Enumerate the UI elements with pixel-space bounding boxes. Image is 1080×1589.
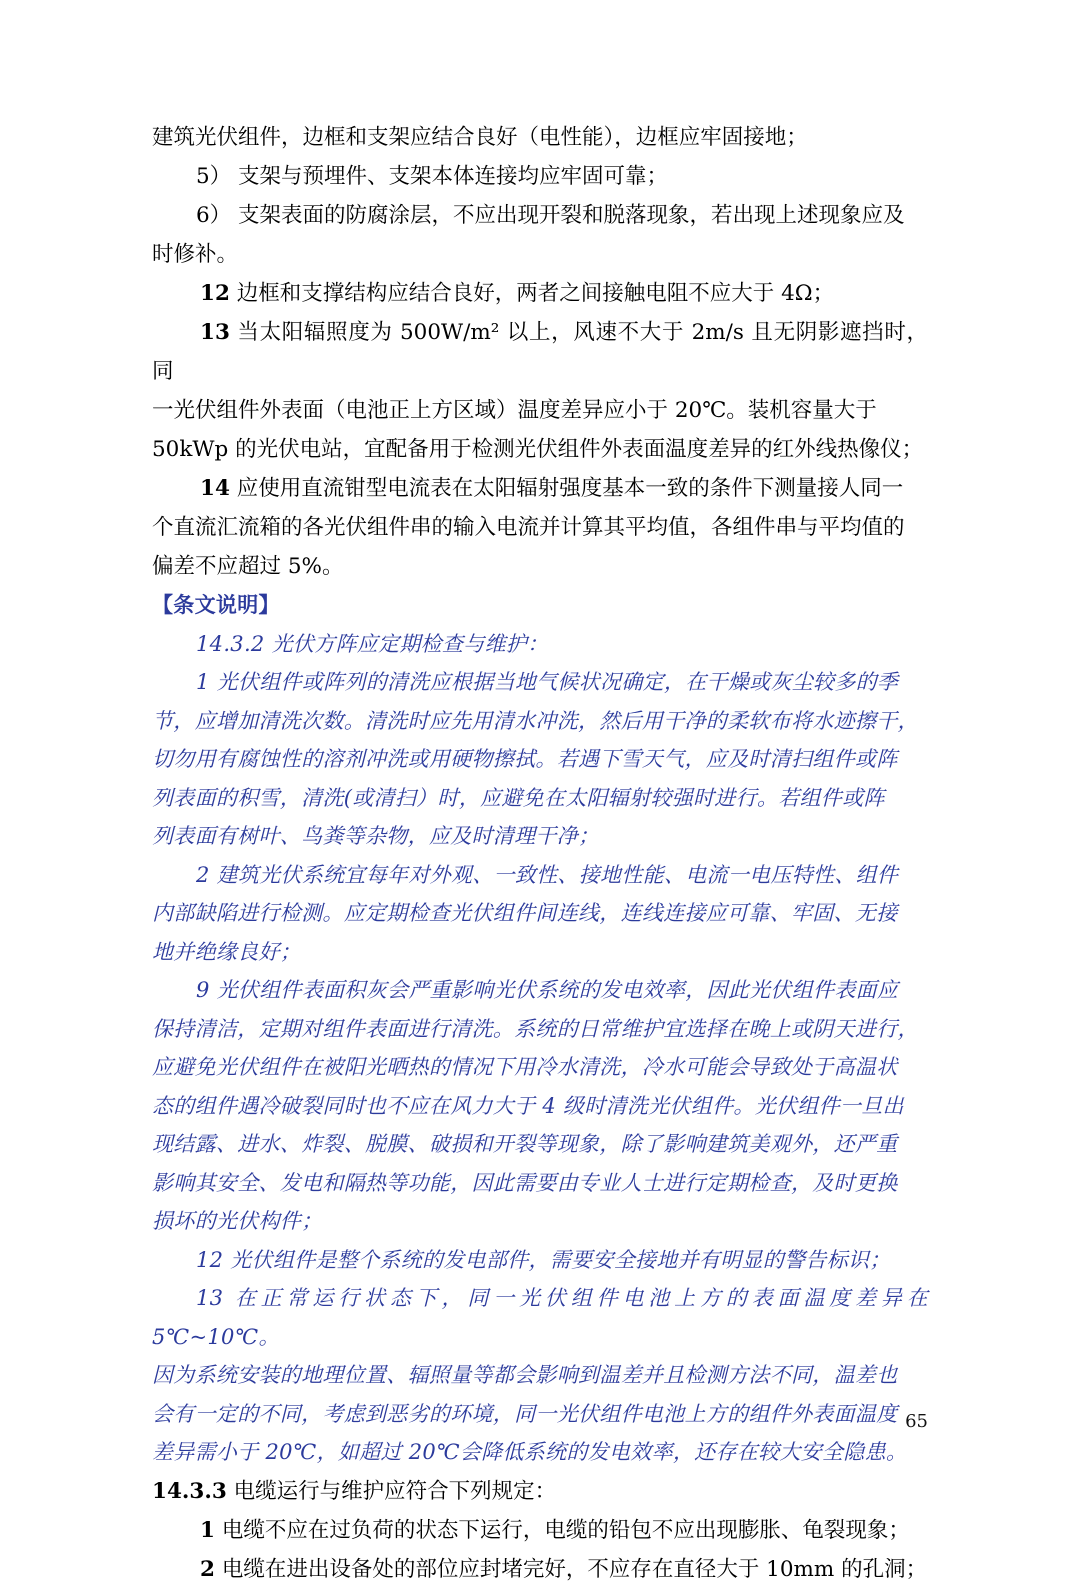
explanation-paragraph-13-line-4: 差异需小于 20℃，如超过 20℃会降低系统的发电效率，还存在较大安全隐患。 — [152, 1440, 908, 1464]
explanation-paragraph-1-line-2: 节，应增加清洗次数。清洗时应先用清水冲洗，然后用干净的柔软布将水迹擦干， — [152, 708, 919, 733]
clause-13-continued: 一光伏组件外表面（电池正上方区域）温度差异应小于 20℃。装机容量大于 — [152, 398, 877, 423]
list-item-6: 6） 支架表面的防腐涂层，不应出现开裂和脱落现象，若出现上述现象应及 — [196, 203, 905, 228]
clause-12-number: 12 — [200, 281, 230, 306]
explanation-heading: 14.3.2 光伏方阵应定期检查与维护： — [196, 631, 549, 656]
tail-clause-1-text: 电缆不应在过负荷的状态下运行，电缆的铅包不应出现膨胀、龟裂现象； — [221, 1517, 910, 1543]
explanation-paragraph-2-line-3: 地并绝缘良好； — [152, 939, 302, 964]
clause-14-text: 应使用直流钳型电流表在太阳辐射强度基本一致的条件下测量接人同一 — [236, 476, 904, 501]
page-content — [152, 118, 928, 1589]
explanation-paragraph-9-line-7: 损坏的光伏构件； — [152, 1209, 323, 1233]
explanation-paragraph-1-line-4: 列表面的积雪，清洗(或清扫）时，应避免在太阳辐射较强时进行。若组件或阵 — [152, 785, 885, 810]
explanation-paragraph-9-line-4: 态的组件遇冷破裂同时也不应在风力大于 4 级时清洗光伏组件。光伏组件一旦出 — [152, 1093, 904, 1118]
explanation-paragraph-12-line-1: 12 光伏组件是整个系统的发电部件，需要安全接地并有明显的警告标识； — [196, 1247, 891, 1272]
explanation-paragraph-1-line-3: 切勿用有腐蚀性的溶剂冲洗或用硬物擦拭。若遇下雪天气，应及时清扫组件或阵 — [152, 747, 898, 771]
explanation-paragraph-13-line-2: 因为系统安装的地理位置、辐照量等都会影响到温差并且检测方法不同，温差也 — [152, 1363, 898, 1387]
tail-clause-2 — [152, 1550, 928, 1589]
explanation-paragraph-13-line-3: 会有一定的不同，考虑到恶劣的环境，同一光伏组件电池上方的组件外表面温度 — [152, 1401, 898, 1426]
explanation-paragraph-9-line-1: 9 光伏组件表面积灰会严重影响光伏系统的发电效率，因此光伏组件表面应 — [196, 978, 899, 1002]
clause-13-number: 13 — [200, 320, 230, 345]
explanation-paragraph-2-line-2: 内部缺陷进行检测。应定期检查光伏组件间连线，连线连接应可靠、牢固、无接 — [152, 901, 898, 925]
explanation-block — [152, 586, 928, 1472]
explanation-paragraph-2-line-1: 2 建筑光伏系统宜每年对外观、一致性、接地性能、电流一电压特性、组件 — [196, 862, 899, 887]
paragraph-line: 建筑光伏组件，边框和支架应结合良好（电性能），边框应牢固接地； — [152, 125, 808, 150]
section-heading-14-3-3 — [152, 1472, 928, 1511]
explanation-paragraph-1-line-1: 1 光伏组件或阵列的清洗应根据当地气候状况确定，在干燥或灰尘较多的季 — [196, 670, 899, 694]
tail-clause-2-number: 2 — [200, 1556, 215, 1582]
clause-12-text: 边框和支撑结构应结合良好，两者之间接触电阻不应大于 4Ω； — [236, 281, 835, 306]
tail-clause-1 — [152, 1511, 928, 1550]
explanation-paragraph-13-line-1: 13 在正常运行状态下，同一光伏组件电池上方的表面温度差异在 5℃~10℃。 — [152, 1286, 928, 1349]
explanation-paragraph-1-line-5: 列表面有树叶、鸟粪等杂物，应及时清理干净； — [152, 824, 600, 848]
explanation-title: 【条文说明】 — [152, 592, 280, 617]
explanation-paragraph-9-line-6: 影响其安全、发电和隔热等功能，因此需要由专业人士进行定期检查，及时更换 — [152, 1170, 898, 1195]
clause-14-continued: 个直流汇流箱的各光伏组件串的输入电流并计算其平均值，各组件串与平均值的 — [152, 515, 905, 540]
clause-14 — [152, 469, 928, 508]
explanation-paragraph-9-line-5: 现结露、进水、炸裂、脱膜、破损和开裂等现象，除了影响建筑美观外，还严重 — [152, 1132, 898, 1156]
tail-clause-1-number: 1 — [200, 1517, 215, 1543]
section-number: 14.3.3 — [152, 1478, 227, 1504]
clause-14-continued-2: 偏差不应超过 5%。 — [152, 554, 344, 579]
clause-13-continued-2: 50kWp 的光伏电站，宜配备用于检测光伏组件外表面温度差异的红外线热像仪； — [152, 437, 924, 462]
clause-13 — [152, 313, 928, 391]
list-item-5: 5） 支架与预埋件、支架本体连接均应牢固可靠； — [196, 164, 669, 189]
section-title: 电缆运行与维护应符合下列规定： — [233, 1478, 557, 1504]
clause-12 — [152, 274, 928, 313]
page-number: 65 — [905, 1411, 928, 1432]
explanation-paragraph-9-line-2: 保持清洁，定期对组件表面进行清洗。系统的日常维护宜选择在晚上或阴天进行， — [152, 1016, 919, 1041]
clause-13-text: 当太阳辐照度为 500W/m² 以上，风速不大于 2m/s 且无阴影遮挡时，同 — [152, 320, 928, 384]
tail-clause-2-text: 电缆在进出设备处的部位应封堵完好，不应存在直径大于 10mm 的孔洞； — [221, 1556, 928, 1582]
explanation-paragraph-9-line-3: 应避免光伏组件在被阳光晒热的情况下用冷水清洗，冷水可能会导致处于高温状 — [152, 1055, 898, 1079]
clause-14-number: 14 — [200, 476, 230, 501]
list-item-6-continued: 时修补。 — [152, 242, 239, 267]
